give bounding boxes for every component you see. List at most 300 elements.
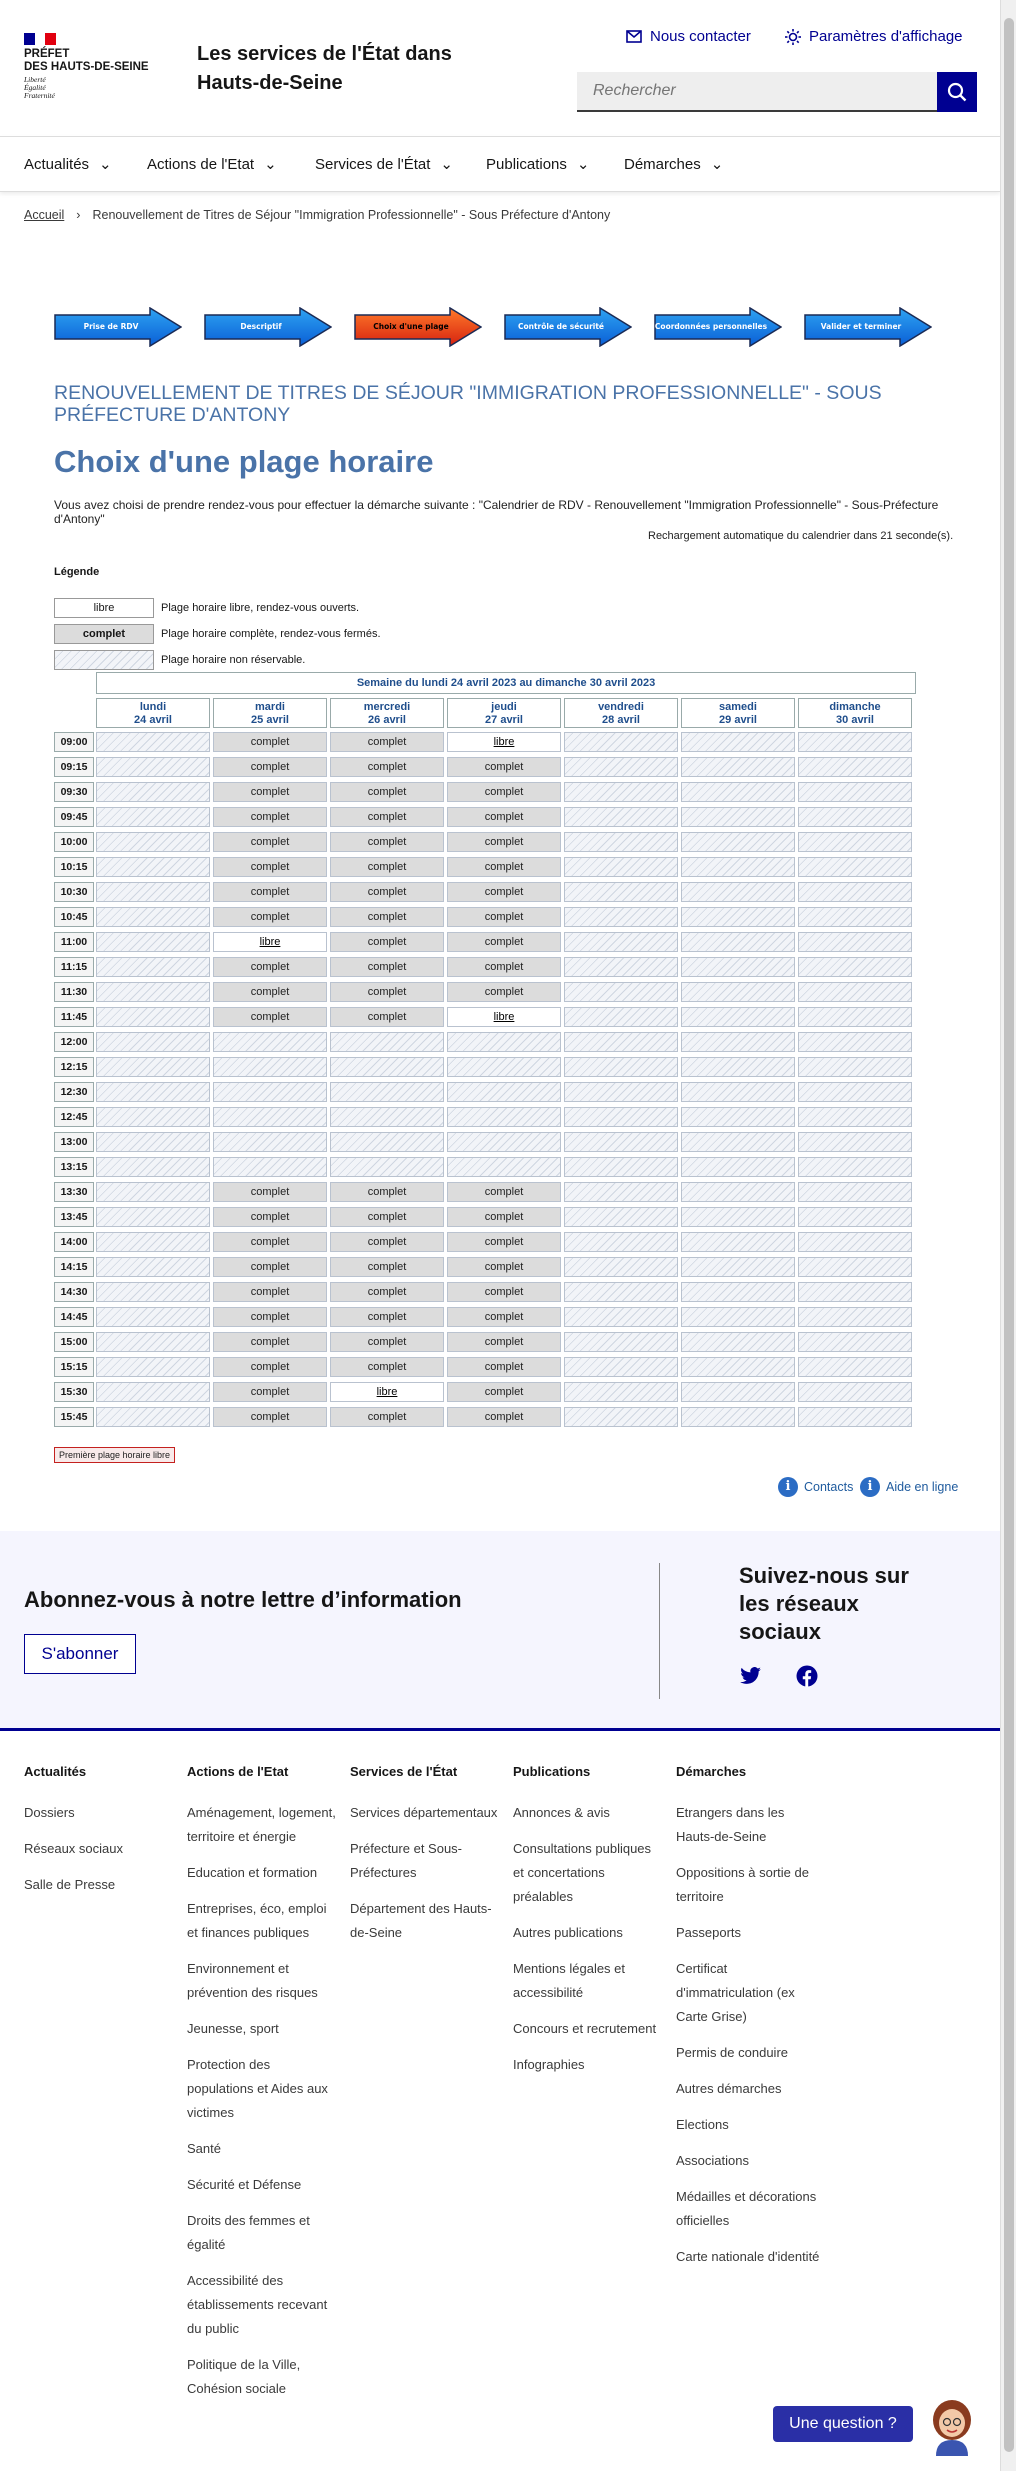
time-label: 14:15 (54, 1257, 94, 1277)
step-6: Valider et terminer (804, 307, 932, 347)
slot-complet: complet (213, 1307, 327, 1327)
slot-non-reservable (96, 957, 210, 977)
chevron-down-icon: ⌄ (264, 156, 277, 173)
slot-non-reservable (798, 832, 912, 852)
slot-non-reservable (564, 1107, 678, 1127)
slot-complet: complet (330, 832, 444, 852)
contact-link[interactable]: Nous contacter (626, 28, 751, 45)
chevron-down-icon: ⌄ (576, 156, 590, 173)
slot-non-reservable (96, 857, 210, 877)
slot-non-reservable (96, 1007, 210, 1027)
slot-complet: complet (213, 1407, 327, 1427)
time-label: 13:45 (54, 1207, 94, 1227)
footer-link[interactable]: Autres publications (513, 1925, 623, 1940)
slot-complet: complet (330, 1282, 444, 1302)
footer-link[interactable]: Elections (676, 2117, 729, 2132)
assistant-avatar-icon[interactable] (928, 2398, 976, 2456)
online-help-link[interactable]: i Aide en ligne (860, 1477, 958, 1497)
slot-non-reservable (564, 1232, 678, 1252)
slot-complet: complet (213, 757, 327, 777)
slot-complet: complet (447, 1207, 561, 1227)
footer-column-title: Démarches (676, 1764, 747, 1779)
footer-link[interactable]: Associations (676, 2153, 749, 2168)
slot-non-reservable (681, 1407, 795, 1427)
slot-non-reservable (447, 1082, 561, 1102)
slot-complet: complet (330, 1332, 444, 1352)
slot-non-reservable (798, 1082, 912, 1102)
time-label: 12:15 (54, 1057, 94, 1077)
time-label: 13:00 (54, 1132, 94, 1152)
day-header: mercredi 26 avril (330, 698, 444, 728)
legend-complet-text: Plage horaire complète, rendez-vous fermés. (161, 628, 381, 640)
footer-link[interactable]: Infographies (513, 2057, 585, 2072)
slot-non-reservable (96, 757, 210, 777)
slot-non-reservable (681, 1082, 795, 1102)
slot-non-reservable (681, 1232, 795, 1252)
time-label: 09:00 (54, 732, 94, 752)
slot-non-reservable (447, 1157, 561, 1177)
slot-non-reservable (798, 1382, 912, 1402)
time-label: 10:15 (54, 857, 94, 877)
slot-non-reservable (96, 1132, 210, 1152)
slot-non-reservable (96, 832, 210, 852)
main-navigation (0, 136, 1000, 192)
time-label: 13:30 (54, 1182, 94, 1202)
slot-non-reservable (798, 882, 912, 902)
search-icon (947, 82, 967, 102)
slot-non-reservable (564, 982, 678, 1002)
footer-link[interactable]: Jeunesse, sport (187, 2021, 279, 2036)
time-label: 14:00 (54, 1232, 94, 1252)
slot-non-reservable (681, 832, 795, 852)
time-label: 10:45 (54, 907, 94, 927)
slot-non-reservable (447, 1132, 561, 1152)
slot-non-reservable (798, 957, 912, 977)
section-divider (659, 1563, 660, 1699)
slot-non-reservable (681, 907, 795, 927)
time-label: 14:30 (54, 1282, 94, 1302)
slot-non-reservable (681, 1382, 795, 1402)
legend-complet-box: complet (54, 624, 154, 644)
slot-complet: complet (447, 757, 561, 777)
slot-libre[interactable]: libre (330, 1382, 444, 1402)
footer-link[interactable]: Annonces & avis (513, 1805, 610, 1820)
slot-non-reservable (96, 1307, 210, 1327)
newsletter-title: Abonnez-vous à notre lettre d’information (24, 1587, 462, 1612)
footer-link[interactable]: Santé (187, 2141, 221, 2156)
slot-complet: complet (330, 1207, 444, 1227)
slot-non-reservable (96, 732, 210, 752)
slot-complet: complet (213, 832, 327, 852)
slot-non-reservable (681, 1332, 795, 1352)
slot-complet: complet (447, 1307, 561, 1327)
slot-non-reservable (681, 857, 795, 877)
slot-complet: complet (213, 1207, 327, 1227)
footer-link[interactable]: Consultations publiques et concertations préalables (513, 1841, 652, 1904)
slot-non-reservable (564, 1182, 678, 1202)
slot-non-reservable (798, 807, 912, 827)
scrollbar[interactable] (1000, 0, 1016, 2471)
chevron-right-icon: › (76, 208, 81, 222)
time-label: 15:45 (54, 1407, 94, 1427)
slot-non-reservable (681, 1107, 795, 1127)
slot-complet: complet (330, 1257, 444, 1277)
question-chat-button[interactable]: Une question ? (773, 2406, 913, 2442)
slot-complet: complet (447, 1357, 561, 1377)
search-bar (577, 72, 977, 112)
slot-complet: complet (330, 782, 444, 802)
slot-complet: complet (447, 1282, 561, 1302)
slot-complet: complet (213, 732, 327, 752)
slot-non-reservable (798, 1107, 912, 1127)
slot-non-reservable (681, 1007, 795, 1027)
slot-non-reservable (681, 982, 795, 1002)
time-label: 09:45 (54, 807, 94, 827)
legend-libre-text: Plage horaire libre, rendez-vous ouverts. (161, 602, 360, 614)
step-4: Contrôle de sécurité (504, 307, 632, 347)
footer-link[interactable]: Préfecture et Sous-Préfectures (350, 1841, 462, 1880)
legend-title: Légende (54, 566, 100, 578)
footer-link[interactable]: Département des Hauts-de-Seine (350, 1901, 492, 1940)
newsletter-section (0, 1531, 1000, 1731)
slot-non-reservable (798, 1207, 912, 1227)
day-header: vendredi 28 avril (564, 698, 678, 728)
slot-complet: complet (330, 807, 444, 827)
breadcrumb-current: Renouvellement de Titres de Séjour "Immigration Professionnelle" - Sous Préfecture d'Antony (92, 208, 611, 222)
footer-link[interactable]: Etrangers dans les Hauts-de-Seine (676, 1805, 785, 1844)
slot-non-reservable (798, 1332, 912, 1352)
slot-libre[interactable]: libre (447, 732, 561, 752)
scrollbar-thumb[interactable] (1004, 18, 1014, 2452)
slot-complet: complet (447, 1232, 561, 1252)
sun-icon (785, 29, 801, 45)
site-header (0, 0, 1000, 136)
slot-complet: complet (447, 957, 561, 977)
footer-column (187, 1764, 337, 2413)
slot-non-reservable (564, 1082, 678, 1102)
footer-link[interactable]: Passeports (676, 1925, 742, 1940)
slot-non-reservable (681, 1157, 795, 1177)
day-header: dimanche 30 avril (798, 698, 912, 728)
slot-complet: complet (213, 782, 327, 802)
slot-non-reservable (96, 907, 210, 927)
step-5: Coordonnées personnelles (654, 307, 782, 347)
slot-non-reservable (564, 1407, 678, 1427)
slot-non-reservable (564, 1207, 678, 1227)
slot-non-reservable (96, 1232, 210, 1252)
slot-complet: complet (447, 882, 561, 902)
time-label: 15:00 (54, 1332, 94, 1352)
slot-complet: complet (213, 982, 327, 1002)
slot-non-reservable (681, 1032, 795, 1052)
slot-non-reservable (564, 1257, 678, 1277)
footer-link[interactable]: Politique de la Ville, Cohésion sociale (187, 2357, 301, 2396)
slot-non-reservable (564, 1307, 678, 1327)
nav-demarches[interactable]: Démarches ⌄ (624, 155, 724, 173)
day-header: jeudi 27 avril (447, 698, 561, 728)
slot-complet: complet (213, 857, 327, 877)
slot-complet: complet (330, 732, 444, 752)
contacts-link[interactable]: i Contacts (778, 1477, 853, 1497)
footer-column (350, 1764, 500, 1957)
slot-complet: complet (447, 982, 561, 1002)
footer-link[interactable]: Environnement et prévention des risques (187, 1961, 318, 2000)
slot-non-reservable (213, 1057, 327, 1077)
footer-link[interactable]: Droits des femmes et égalité (187, 2213, 310, 2252)
footer-link[interactable]: Services départementaux (350, 1805, 498, 1820)
slot-complet: complet (447, 1332, 561, 1352)
time-label: 09:30 (54, 782, 94, 802)
subscribe-button[interactable]: S'abonner (24, 1634, 136, 1674)
footer-column-title: Services de l'État (350, 1764, 458, 1779)
slot-non-reservable (330, 1132, 444, 1152)
slot-non-reservable (564, 1007, 678, 1027)
footer-column-title: Publications (513, 1764, 591, 1779)
footer-link[interactable]: Accessibilité des établissements recevant du public (187, 2273, 328, 2336)
chevron-down-icon: ⌄ (440, 156, 453, 173)
slot-non-reservable (330, 1082, 444, 1102)
nav-actualites[interactable]: Actualités ⌄ (24, 155, 112, 173)
slot-non-reservable (564, 882, 678, 902)
slot-non-reservable (447, 1057, 561, 1077)
search-input[interactable] (577, 72, 937, 112)
slot-non-reservable (681, 1307, 795, 1327)
footer-link[interactable]: Sécurité et Défense (187, 2177, 302, 2192)
footer-link[interactable]: Entreprises, éco, emploi et finances publiques (187, 1901, 327, 1940)
slot-non-reservable (96, 1082, 210, 1102)
slot-non-reservable (213, 1157, 327, 1177)
footer-link[interactable]: Certificat d'immatriculation (ex Carte Grise) (676, 1961, 795, 2024)
footer-column-title: Actions de l'Etat (187, 1764, 289, 1779)
slot-non-reservable (96, 1032, 210, 1052)
slot-non-reservable (798, 1407, 912, 1427)
slot-non-reservable (798, 732, 912, 752)
slot-complet: complet (447, 1182, 561, 1202)
slot-complet: complet (330, 882, 444, 902)
slot-non-reservable (798, 1157, 912, 1177)
slot-non-reservable (213, 1032, 327, 1052)
time-label: 14:45 (54, 1307, 94, 1327)
slot-non-reservable (681, 807, 795, 827)
slot-non-reservable (681, 757, 795, 777)
footer-link[interactable]: Réseaux sociaux (24, 1841, 123, 1856)
time-label: 15:15 (54, 1357, 94, 1377)
slot-non-reservable (798, 907, 912, 927)
republic-motto: Liberté Égalité Fraternité (24, 75, 55, 100)
footer-column (513, 1764, 663, 2089)
slot-complet: complet (213, 807, 327, 827)
slot-complet: complet (213, 882, 327, 902)
slot-non-reservable (330, 1107, 444, 1127)
slot-non-reservable (96, 982, 210, 1002)
slot-non-reservable (564, 1157, 678, 1177)
slot-complet: complet (330, 1182, 444, 1202)
footer-link[interactable]: Oppositions à sortie de territoire (676, 1865, 809, 1904)
slot-non-reservable (96, 1332, 210, 1352)
slot-non-reservable (798, 1132, 912, 1152)
slot-complet: complet (330, 757, 444, 777)
site-title[interactable]: Les services de l'État dans Hauts-de-Seine (197, 43, 452, 94)
footer-link[interactable]: Salle de Presse (24, 1877, 116, 1892)
time-label: 10:00 (54, 832, 94, 852)
slot-non-reservable (564, 1332, 678, 1352)
slot-non-reservable (798, 1357, 912, 1377)
social-title: Suivez-nous sur les réseaux sociaux (739, 1563, 909, 1644)
slot-non-reservable (564, 807, 678, 827)
nav-services-etat[interactable]: Services de l'État ⌄ (315, 155, 453, 173)
info-icon: i (860, 1477, 880, 1497)
slot-non-reservable (96, 1407, 210, 1427)
slot-non-reservable (681, 1132, 795, 1152)
slot-non-reservable (798, 1032, 912, 1052)
slot-complet: complet (330, 1407, 444, 1427)
display-settings-link[interactable]: Paramètres d'affichage (785, 28, 963, 45)
slot-complet: complet (213, 1382, 327, 1402)
slot-non-reservable (96, 807, 210, 827)
slot-complet: complet (447, 857, 561, 877)
footer-link[interactable]: Aménagement, logement, territoire et énergie (187, 1805, 336, 1844)
slot-non-reservable (564, 932, 678, 952)
slot-complet: complet (213, 957, 327, 977)
slot-complet: complet (330, 982, 444, 1002)
slot-non-reservable (447, 1032, 561, 1052)
slot-non-reservable (798, 857, 912, 877)
slot-non-reservable (798, 1282, 912, 1302)
slot-non-reservable (564, 832, 678, 852)
slot-complet: complet (447, 1382, 561, 1402)
slot-non-reservable (798, 1182, 912, 1202)
step-3: Choix d'une plage (354, 307, 482, 347)
slot-non-reservable (96, 1057, 210, 1077)
slot-non-reservable (564, 1357, 678, 1377)
nav-publications[interactable]: Publications ⌄ (486, 155, 590, 173)
slot-non-reservable (564, 1057, 678, 1077)
facebook-icon[interactable] (796, 1665, 818, 1687)
day-header: samedi 29 avril (681, 698, 795, 728)
time-label: 11:30 (54, 982, 94, 1002)
nav-actions-etat[interactable]: Actions de l'Etat ⌄ (147, 155, 277, 173)
demarche-title: RENOUVELLEMENT DE TITRES DE SÉJOUR "IMMIGRATION PROFESSIONNELLE" - SOUS PRÉFECTURE D'ANTONY (54, 382, 882, 426)
slot-non-reservable (681, 1357, 795, 1377)
slot-complet: complet (330, 857, 444, 877)
time-label: 11:15 (54, 957, 94, 977)
time-label: 15:30 (54, 1382, 94, 1402)
twitter-icon[interactable] (740, 1667, 762, 1685)
republic-flag-icon (24, 33, 56, 45)
slot-complet: complet (213, 1232, 327, 1252)
slot-non-reservable (564, 907, 678, 927)
chevron-down-icon: ⌄ (99, 156, 112, 173)
breadcrumb (24, 208, 610, 222)
slot-non-reservable (213, 1132, 327, 1152)
slot-non-reservable (96, 1357, 210, 1377)
slot-non-reservable (330, 1057, 444, 1077)
prefet-logo[interactable]: PRÉFET DES HAUTS-DE-SEINE (24, 48, 149, 73)
slot-non-reservable (213, 1082, 327, 1102)
footer-link[interactable]: Autres démarches (676, 2081, 782, 2096)
slot-complet: complet (447, 832, 561, 852)
slot-non-reservable (681, 1057, 795, 1077)
legend-nonreservable-text: Plage horaire non réservable. (161, 654, 306, 666)
slot-complet: complet (330, 1357, 444, 1377)
step-1: Prise de RDV (54, 307, 182, 347)
slot-non-reservable (681, 782, 795, 802)
slot-non-reservable (564, 1282, 678, 1302)
slot-complet: complet (213, 1357, 327, 1377)
slot-non-reservable (798, 982, 912, 1002)
slot-non-reservable (564, 757, 678, 777)
footer-link[interactable]: Dossiers (24, 1805, 75, 1820)
slot-non-reservable (681, 1257, 795, 1277)
slot-libre[interactable]: libre (213, 932, 327, 952)
footer-column (676, 1764, 826, 2281)
breadcrumb-home[interactable]: Accueil (24, 208, 65, 222)
slot-non-reservable (564, 1132, 678, 1152)
slot-complet: complet (447, 1407, 561, 1427)
slot-non-reservable (681, 1207, 795, 1227)
slot-non-reservable (564, 957, 678, 977)
slot-non-reservable (96, 1182, 210, 1202)
footer-link[interactable]: Médailles et décorations officielles (676, 2189, 817, 2228)
footer-link[interactable]: Mentions légales et accessibilité (513, 1961, 626, 2000)
slot-complet: complet (213, 1257, 327, 1277)
slot-complet: complet (330, 957, 444, 977)
slot-non-reservable (798, 782, 912, 802)
slot-non-reservable (564, 857, 678, 877)
footer-link[interactable]: Concours et recrutement (513, 2021, 657, 2036)
step-2: Descriptif (204, 307, 332, 347)
time-label: 11:45 (54, 1007, 94, 1027)
slot-non-reservable (681, 957, 795, 977)
footer-link[interactable]: Education et formation (187, 1865, 318, 1880)
slot-complet: complet (447, 782, 561, 802)
time-label: 10:30 (54, 882, 94, 902)
slot-complet: complet (447, 907, 561, 927)
slot-non-reservable (96, 932, 210, 952)
slot-complet: complet (213, 1332, 327, 1352)
slot-non-reservable (681, 1182, 795, 1202)
time-label: 09:15 (54, 757, 94, 777)
slot-non-reservable (330, 1032, 444, 1052)
footer-link[interactable]: Protection des populations et Aides aux victimes (187, 2057, 328, 2120)
slot-complet: complet (213, 907, 327, 927)
slot-non-reservable (96, 782, 210, 802)
slot-non-reservable (798, 1232, 912, 1252)
slot-complet: complet (447, 1257, 561, 1277)
slot-non-reservable (564, 732, 678, 752)
day-header: mardi 25 avril (213, 698, 327, 728)
slot-complet: complet (447, 807, 561, 827)
slot-non-reservable (681, 1282, 795, 1302)
slot-non-reservable (564, 782, 678, 802)
first-free-slot-button[interactable]: Première plage horaire libre (54, 1447, 175, 1463)
search-button[interactable] (937, 72, 977, 112)
slot-libre[interactable]: libre (447, 1007, 561, 1027)
footer-link[interactable]: Carte nationale d'identité (676, 2249, 820, 2264)
time-label: 12:45 (54, 1107, 94, 1127)
slot-non-reservable (96, 1282, 210, 1302)
footer-column (24, 1764, 174, 1909)
slot-complet: complet (447, 932, 561, 952)
slot-non-reservable (213, 1107, 327, 1127)
footer-link[interactable]: Permis de conduire (676, 2045, 788, 2060)
slot-non-reservable (96, 882, 210, 902)
slot-non-reservable (798, 932, 912, 952)
time-label: 12:00 (54, 1032, 94, 1052)
legend-nonreservable-box (54, 650, 154, 670)
slot-non-reservable (798, 1257, 912, 1277)
slot-non-reservable (681, 932, 795, 952)
